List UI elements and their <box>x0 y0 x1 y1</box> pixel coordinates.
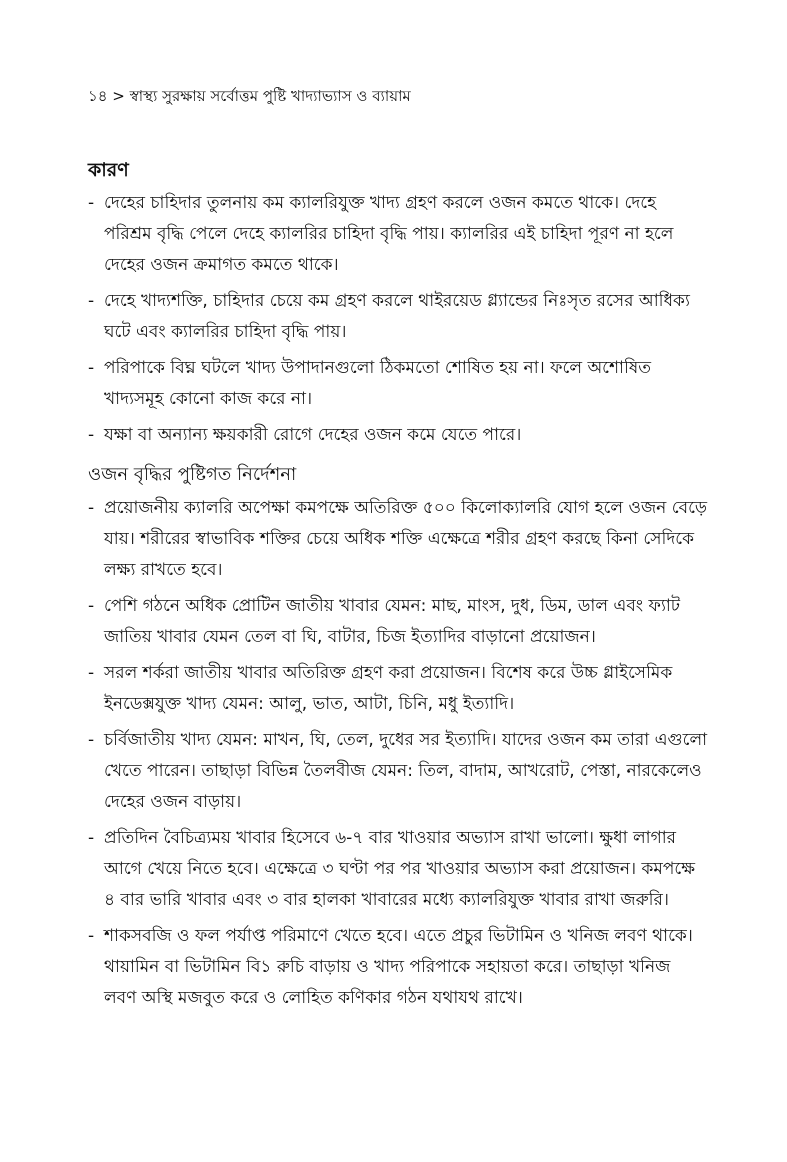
list-item <box>88 286 708 348</box>
causes-list <box>88 188 708 451</box>
bullet-marker: - <box>88 596 95 616</box>
list-item <box>88 420 708 451</box>
list-item-text: পরিপাকে বিঘ্ন ঘটলে খাদ্য উপাদানগুলো ঠিকমতো শোষিত হয় না। ফলে অশোষিত খাদ্যসমূহ কোনো কাজ করে না। <box>104 358 651 409</box>
list-item <box>88 493 708 586</box>
list-item <box>88 353 708 415</box>
list-item-text: পেশি গঠনে অধিক প্রোটিন জাতীয় খাবার যেমন: মাছ, মাংস, দুধ, ডিম, ডাল এবং ফ্যাট জাতিয় খাবার যেমন তেল বা ঘি, বাটার, চিজ ইত্যাদির বাড়ানো প্রয়োজন। <box>104 596 681 647</box>
section-heading-causes: কারণ <box>88 159 129 181</box>
bullet-marker: - <box>88 193 95 213</box>
bullet-marker: - <box>88 498 95 518</box>
list-item <box>88 591 708 653</box>
list-item <box>88 658 708 720</box>
list-item-text: দেহের চাহিদার তুলনায় কম ক্যালরিযুক্ত খাদ্য গ্রহণ করলে ওজন কমতে থাকে। দেহে পরিশ্রম বৃদ্ধি পেলে দেহে ক্যালরির চাহিদা বৃদ্ধি পায়। ক্যালরির এই চাহিদা পূরণ না হলে দেহের ওজন ক্রমাগত কমতে থাকে। <box>104 193 674 275</box>
list-item-text: সরল শর্করা জাতীয় খাবার অতিরিক্ত গ্রহণ করা প্রয়োজন। বিশেষ করে উচ্চ গ্লাইসেমিক ইনডেক্সযুক্ত খাদ্য যেমন: আলু, ভাত, আটা, চিনি, মধু ইত্যাদি। <box>104 663 673 714</box>
guidelines-list <box>88 493 708 1014</box>
page-content <box>88 156 708 1019</box>
bullet-marker: - <box>88 291 95 311</box>
running-header: ১৪ > স্বাস্থ্য সুরক্ষায় সর্বোত্তম পুষ্টি খাদ্যাভ্যাস ও ব্যায়াম <box>88 87 411 105</box>
bullet-marker: - <box>88 663 95 683</box>
bullet-marker: - <box>88 828 95 848</box>
list-item <box>88 921 708 1014</box>
list-item-text: চর্বিজাতীয় খাদ্য যেমন: মাখন, ঘি, তেল, দুধের সর ইত্যাদি। যাদের ওজন কম তারা এগুলো খেতে পারেন। তাছাড়া বিভিন্ন তৈলবীজ যেমন: তিল, বাদাম, আখরোট, পেস্তা, নারকেলেও দেহের ওজন বাড়ায়। <box>104 730 708 812</box>
list-item <box>88 188 708 281</box>
bullet-marker: - <box>88 730 95 750</box>
list-item-text: দেহে খাদ্যশক্তি, চাহিদার চেয়ে কম গ্রহণ করলে থাইরয়েড গ্ল্যান্ডের নিঃসৃত রসের আধিক্য ঘটে এবং ক্যালরির চাহিদা বৃদ্ধি পায়। <box>104 291 690 342</box>
bullet-marker: - <box>88 358 95 378</box>
list-item-text: প্রতিদিন বৈচিত্র্যময় খাবার হিসেবে ৬-৭ বার খাওয়ার অভ্যাস রাখা ভালো। ক্ষুধা লাগার আগে খেয়ে নিতে হবে। এক্ষেত্রে ৩ ঘণ্টা পর পর খাওয়ার অভ্যাস করা প্রয়োজন। কমপক্ষে ৪ বার ভারি খাবার এবং ৩ বার হালকা খাবারের মধ্যে ক্যালরিযুক্ত খাবার রাখা জরুরি। <box>104 828 696 910</box>
bullet-marker: - <box>88 425 95 445</box>
list-item <box>88 725 708 818</box>
list-item-text: শাকসবজি ও ফল পর্যাপ্ত পরিমাণে খেতে হবে। এতে প্রচুর ভিটামিন ও খনিজ লবণ থাকে। থায়ামিন বা ভিটামিন বি১ রুচি বাড়ায় ও খাদ্য পরিপাকে সহায়তা করে। তাছাড়া খনিজ লবণ অস্থি মজবুত করে ও লোহিত কণিকার গঠন যথাযথ রাখে। <box>104 926 693 1008</box>
list-item <box>88 823 708 916</box>
bullet-marker: - <box>88 926 95 946</box>
list-item-text: প্রয়োজনীয় ক্যালরি অপেক্ষা কমপক্ষে অতিরিক্ত ৫০০ কিলোক্যালরি যোগ হলে ওজন বেড়ে যায়। শরীরের স্বাভাবিক শক্তির চেয়ে অধিক শক্তি এক্ষেত্রে শরীর গ্রহণ করছে কিনা সেদিকে লক্ষ্য রাখতে হবে। <box>104 498 708 580</box>
section-heading-guidelines: ওজন বৃদ্ধির পুষ্টিগত নির্দেশনা <box>88 464 297 485</box>
list-item-text: যক্ষা বা অন্যান্য ক্ষয়কারী রোগে দেহের ওজন কমে যেতে পারে। <box>104 425 522 445</box>
